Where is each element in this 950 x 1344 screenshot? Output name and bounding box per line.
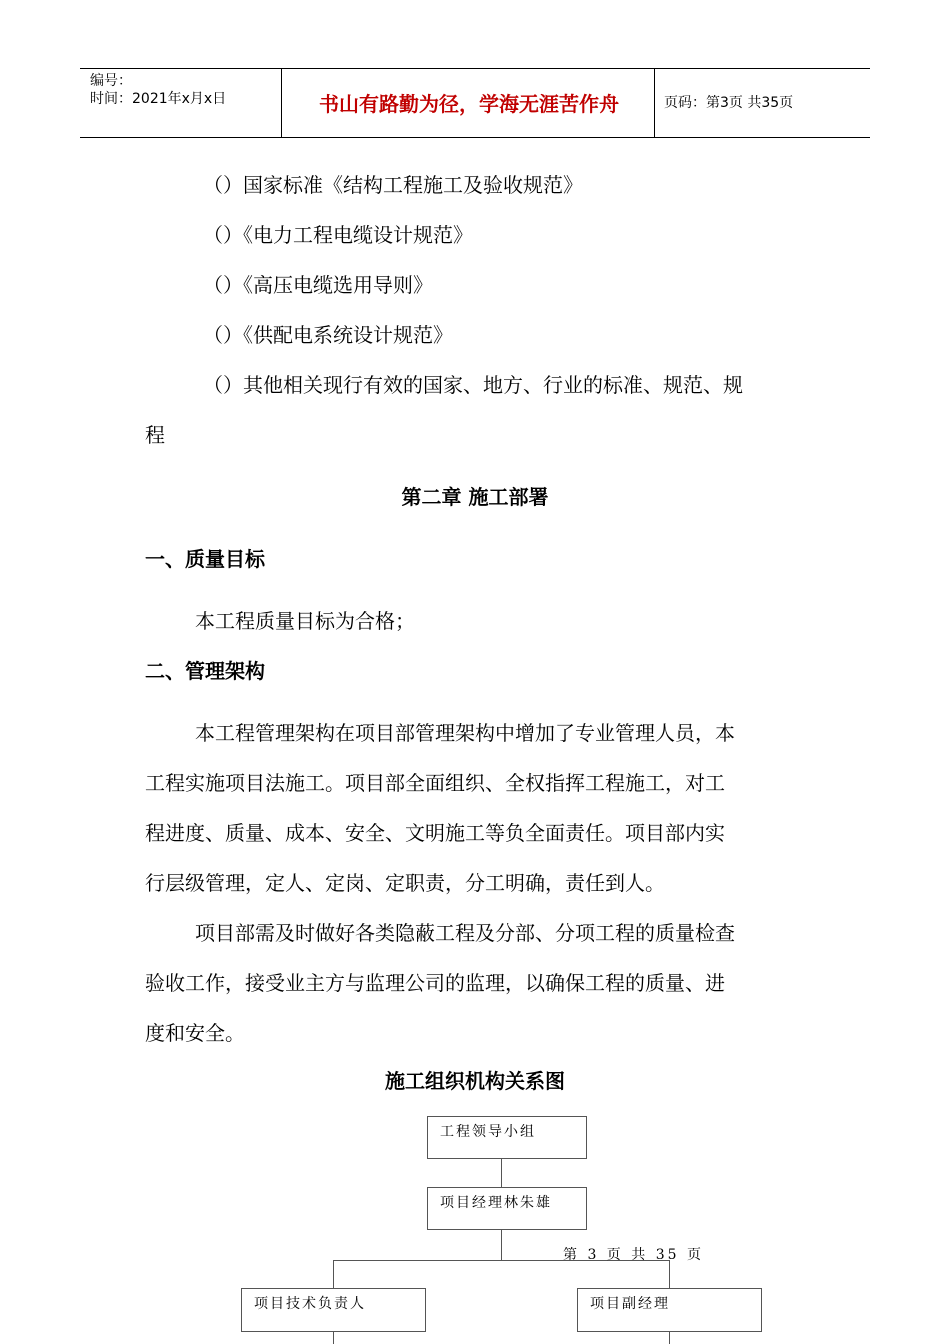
header-meta [90,72,226,108]
section-heading-management: 二、管理架构 [145,659,265,683]
page-footer: 第 3 页 共 35 页 [563,1247,704,1263]
page-header [80,68,870,138]
org-connector [333,1260,334,1288]
paragraph-line: 本工程管理架构在项目部管理架构中增加了专业管理人员，本 [195,721,735,745]
org-node-leader-group: 工程领导小组 [427,1116,587,1159]
document-number-label: 编号： [90,73,132,89]
section-paragraph: 本工程质量目标为合格； [195,609,415,633]
org-connector [669,1260,670,1288]
header-divider [654,69,655,137]
paragraph-line: 项目部需及时做好各类隐蔽工程及分部、分项工程的质量检查 [195,921,735,945]
org-connector [501,1230,502,1260]
header-page-info: 页码：第3页 共35页 [664,95,794,111]
paragraph-line: 行层级管理，定人、定岗、定职责，分工明确，责任到人。 [145,871,665,895]
org-node-tech-lead: 项目技术负责人 [241,1288,426,1332]
org-connector [333,1332,334,1344]
paragraph-line: 验收工作，接受业主方与监理公司的监理，以确保工程的质量、进 [145,971,725,995]
paragraph-line: 工程实施项目法施工。项目部全面组织、全权指挥工程施工，对工 [145,771,725,795]
header-divider [281,69,282,137]
document-date: 时间：2021年x月x日 [90,91,227,107]
section-heading-quality: 一、质量目标 [145,547,265,571]
org-connector [669,1332,670,1344]
header-motto: 书山有路勤为径，学海无涯苦作舟 [319,92,619,116]
reference-item: （）《电力工程电缆设计规范》 [203,223,473,247]
reference-item: （）《高压电缆选用导则》 [203,273,433,297]
reference-item: （）《供配电系统设计规范》 [203,323,453,347]
org-connector [501,1159,502,1187]
chapter-title: 第二章 施工部署 [401,485,549,509]
reference-item: （）其他相关现行有效的国家、地方、行业的标准、规范、规 [203,373,743,397]
org-chart-title: 施工组织机构关系图 [385,1069,565,1093]
reference-item: （）国家标准《结构工程施工及验收规范》 [203,173,583,197]
paragraph-line: 程进度、质量、成本、安全、文明施工等负全面责任。项目部内实 [145,821,725,845]
org-node-project-manager: 项目经理林朱雄 [427,1187,587,1230]
reference-item-continued: 程 [145,423,165,447]
paragraph-line: 度和安全。 [145,1021,245,1045]
org-node-deputy-manager: 项目副经理 [577,1288,762,1332]
